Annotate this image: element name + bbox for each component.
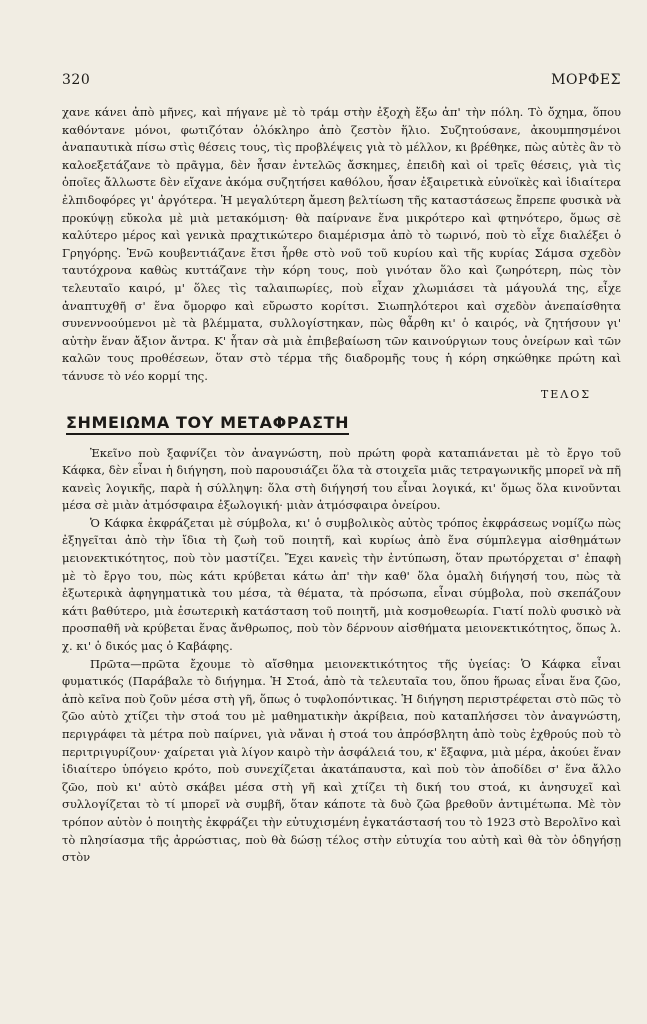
translator-note-heading: ΣΗΜΕΙΩΜΑ ΤΟΥ ΜΕΤΑΦΡΑΣΤΗ	[66, 413, 349, 435]
page-number: 320	[62, 72, 91, 88]
note-paragraph-3: Πρῶτα—πρῶτα ἔχουμε τὸ αἴσθημα μειονεκτικότητος τῆς ὑγείας: Ὁ Κάφκα εἶναι φυματικός (Παράβαλε τὸ διήγημα. Ἡ Στοά, ἀπὸ τὰ τελευταῖα του, ὅπου ἥρωας εἶναι ἕνα ζῶο, ἀπὸ κεῖνα ποὺ ζοῦν μέσα στὴ γῆ, ὅπως ὁ τυφλοπόντικας. Ἡ διήγηση περιστρέφεται στὸ πῶς τὸ ζῶο αὐτὸ χτίζει τὴν στοά του μὲ μαθηματικὴν ἀκρίβεια, ποὺ καταπλήσσει τὸν ἀναγνώστη, περιγράφει τὰ μέτρα ποὺ παίρνει, γιὰ νἄναι ἡ στοά του ἀπρόσβλητη ἀπὸ τοὺς ἐχθρούς ποὺ τὸ περιτριγυρίζουν· χαίρεται γιὰ λίγον καιρὸ τὴν ἀσφάλειά του, κ' ἔξαφνα, μιὰ μέρα, ἀκούει ἕναν ἰδιαίτερο ὑπόγειο κρότο, ποὺ συνεχίζεται ἀκατάπαυστα, καὶ ποὺ τὸν ἀποδίδει σ' ἕνα ἄλλο ζῶο, ποὺ κι' αὐτὸ σκάβει μέσα στὴ γῆ καὶ χτίζει τὴ δική του στοά, κι ἀνησυχεῖ καὶ συλλογίζεται τὸ τί μπορεῖ νὰ συμβῆ, ὅταν κάποτε τὰ δυὸ ζῶα βρεθοῦν ἀντιμέτωπα. Μὲ τὸν τρόπον αὐτὸν ὁ ποιητὴς ἐκφράζει τὴν εὐτυχισμένη ἐγκατάστασή του τὸ 1923 στὸ Βερολῖνο καὶ τὸ πλησίασμα τῆς ἀρρώστιας, ποὺ θὰ δώσῃ τέλος στὴν εὐτυχία του αὐτὴ καὶ θὰ τὸν ὁδηγήσῃ στὸν	[62, 656, 621, 865]
running-head	[62, 72, 621, 88]
note-paragraph-1: Ἐκεῖνο ποὺ ξαφνίζει τὸν ἀναγνώστη, ποὺ πρώτη φορὰ καταπιάνεται μὲ τὸ ἔργο τοῦ Κάφκα, δὲν εἶναι ἡ διήγηση, ποὺ παρουσιάζει ὅλα τὰ στοιχεῖα μιᾶς τετραγωνικῆς μπορεῖ νὰ πῆ κανεὶς λογικῆς, παρὰ ἡ σύλληψη: ὅλα στὴ διήγησή του εἶναι λογικά, κι' ὅμως ὅλα κινοῦνται μέσα σὲ μιὰν ἀτμόσφαιρα ἐξωλογική· μιὰν ἀτμόσφαιρα ὀνείρου.	[62, 445, 621, 513]
story-paragraph: χανε κάνει ἀπὸ μῆνες, καὶ πήγανε μὲ τὸ τράμ στὴν ἐξοχὴ ἔξω ἀπ' τὴν πόλη. Τὸ ὄχημα, ὅπου καθόντανε μόνοι, φωτιζόταν ὁλόκληρο ἀπὸ ζεστὸν ἥλιο. Συζητούσανε, ἀκουμπησμένοι ἀναπαυτικὰ πίσω στὶς θέσεις τους, τὶς προβλέψεις γιὰ τὸ μέλλον, κι βρέθηκε, πὼς αὐτὲς ἂν τὸ καλοεξετάζανε τὸ πρᾶγμα, δὲν ἦσαν ἐντελῶς ἄσκημες, ἐπειδὴ καὶ οἱ τρεῖς θέσεις, γιὰ τὶς ὁποῖες ἄλλωστε δὲν εἴχανε ἀκόμα συζητήσει καθόλου, ἦσαν ἐξαιρετικὰ εὐνοϊκὲς καὶ ἰδιαίτερα ἐλπιδοφόρες γι' ἀργότερα. Ἡ μεγαλύτερη ἄμεση βελτίωση τῆς καταστάσεως ἔπρεπε φυσικὰ νὰ προκύψῃ εὔκολα μὲ μιὰ μετακόμιση· θὰ παίρνανε ἕνα μικρότερο καὶ φτηνότερο, ὅμως σὲ καλύτερο μέρος καὶ γενικὰ πραχτικώτερο διαμέρισμα ἀπὸ τὸ τωρινό, ποὺ τὸ εἶχε διαλέξει ὁ Γρηγόρης. Ἐνῶ κουβεντιάζανε ἔτσι ἦρθε στὸ νοῦ τοῦ κυρίου καὶ τῆς κυρίας Σάμσα σχεδὸν ταυτόχρονα καθὼς κυττάζανε τὴν κόρη τους, ποὺ γινόταν ὅλο καὶ ζωηρότερη, πὼς τὸν τελευταῖο καιρό, μ' ὅλες τὶς ταλαιπωρίες, ποὺ εἶχαν χλωμιάσει τὰ μάγουλά της, εἶχε ἀναπτυχθῆ σ' ἕνα ὄμορφο καὶ εὔρωστο κορίτσι. Σιωπηλότεροι καὶ σχεδὸν ἀνεπαίσθητα συνεννοούμενοι μὲ τὰ βλέμματα, συλλογίστηκαν, πὼς θἆρθη κι' ὁ καιρός, νὰ ζητήσουν γι' αὐτὴν ἕναν ἄξιον ἄντρα. Κ' ἦταν σὰ μιὰ ἐπιβεβαίωση τῶν καινούργιων τους ὀνείρων καὶ τῶν καλῶν τους προθέσεων, ὅταν στὸ τέρμα τῆς διαδρομῆς τους ἡ κόρη σηκώθηκε πρώτη καὶ τάνυσε τὸ νέο κορμί της.	[62, 105, 621, 383]
story-end-mark: ΤΕΛΟΣ	[540, 387, 591, 401]
note-paragraph-2: Ὁ Κάφκα ἐκφράζεται μὲ σύμβολα, κι' ὁ συμβολικὸς αὐτὸς τρόπος ἐκφράσεως νομίζω πὼς ἐξηγεῖται ἀπὸ τὴν ἴδια τὴ ζωὴ τοῦ ποιητῆ, καὶ κυρίως ἀπὸ ἕνα σύμπλεγμα αἰσθημάτων μειονεκτικότητος, ποὺ τὸν μαστίζει. Ἔχει κανεὶς τὴν ἐντύπωση, ὅταν πρωτόρχεται σ' ἐπαφὴ μὲ τὸ ἔργο του, πὼς κάτι κρύβεται κάτω ἀπ' τὴν καθ' ὅλα ὁμαλὴ διήγησή του, πὼς τὰ ἐξωτερικὰ ἀφηγηματικὰ του μέσα, τὰ θέματα, τὰ πρόσωπα, εἶναι σύμβολα, ποὺ σκεπάζουν κάτι βαθύτερο, μιὰ ἐσωτερικὴ κατάσταση τοῦ ποιητῆ, μιὰ κοσμοθεωρία. Γιατί πολὺ φυσικὸ νὰ προσπαθῆ νὰ κρύβεται ἕνας ἄνθρωπος, ποὺ τὸν δέρνουν αἰσθήματα μειονεκτικότητος, ὅπως λ. χ. κι' ὁ δικός μας ὁ Καβάφης.	[62, 515, 621, 654]
journal-title: ΜΟΡΦΕΣ	[551, 72, 621, 88]
